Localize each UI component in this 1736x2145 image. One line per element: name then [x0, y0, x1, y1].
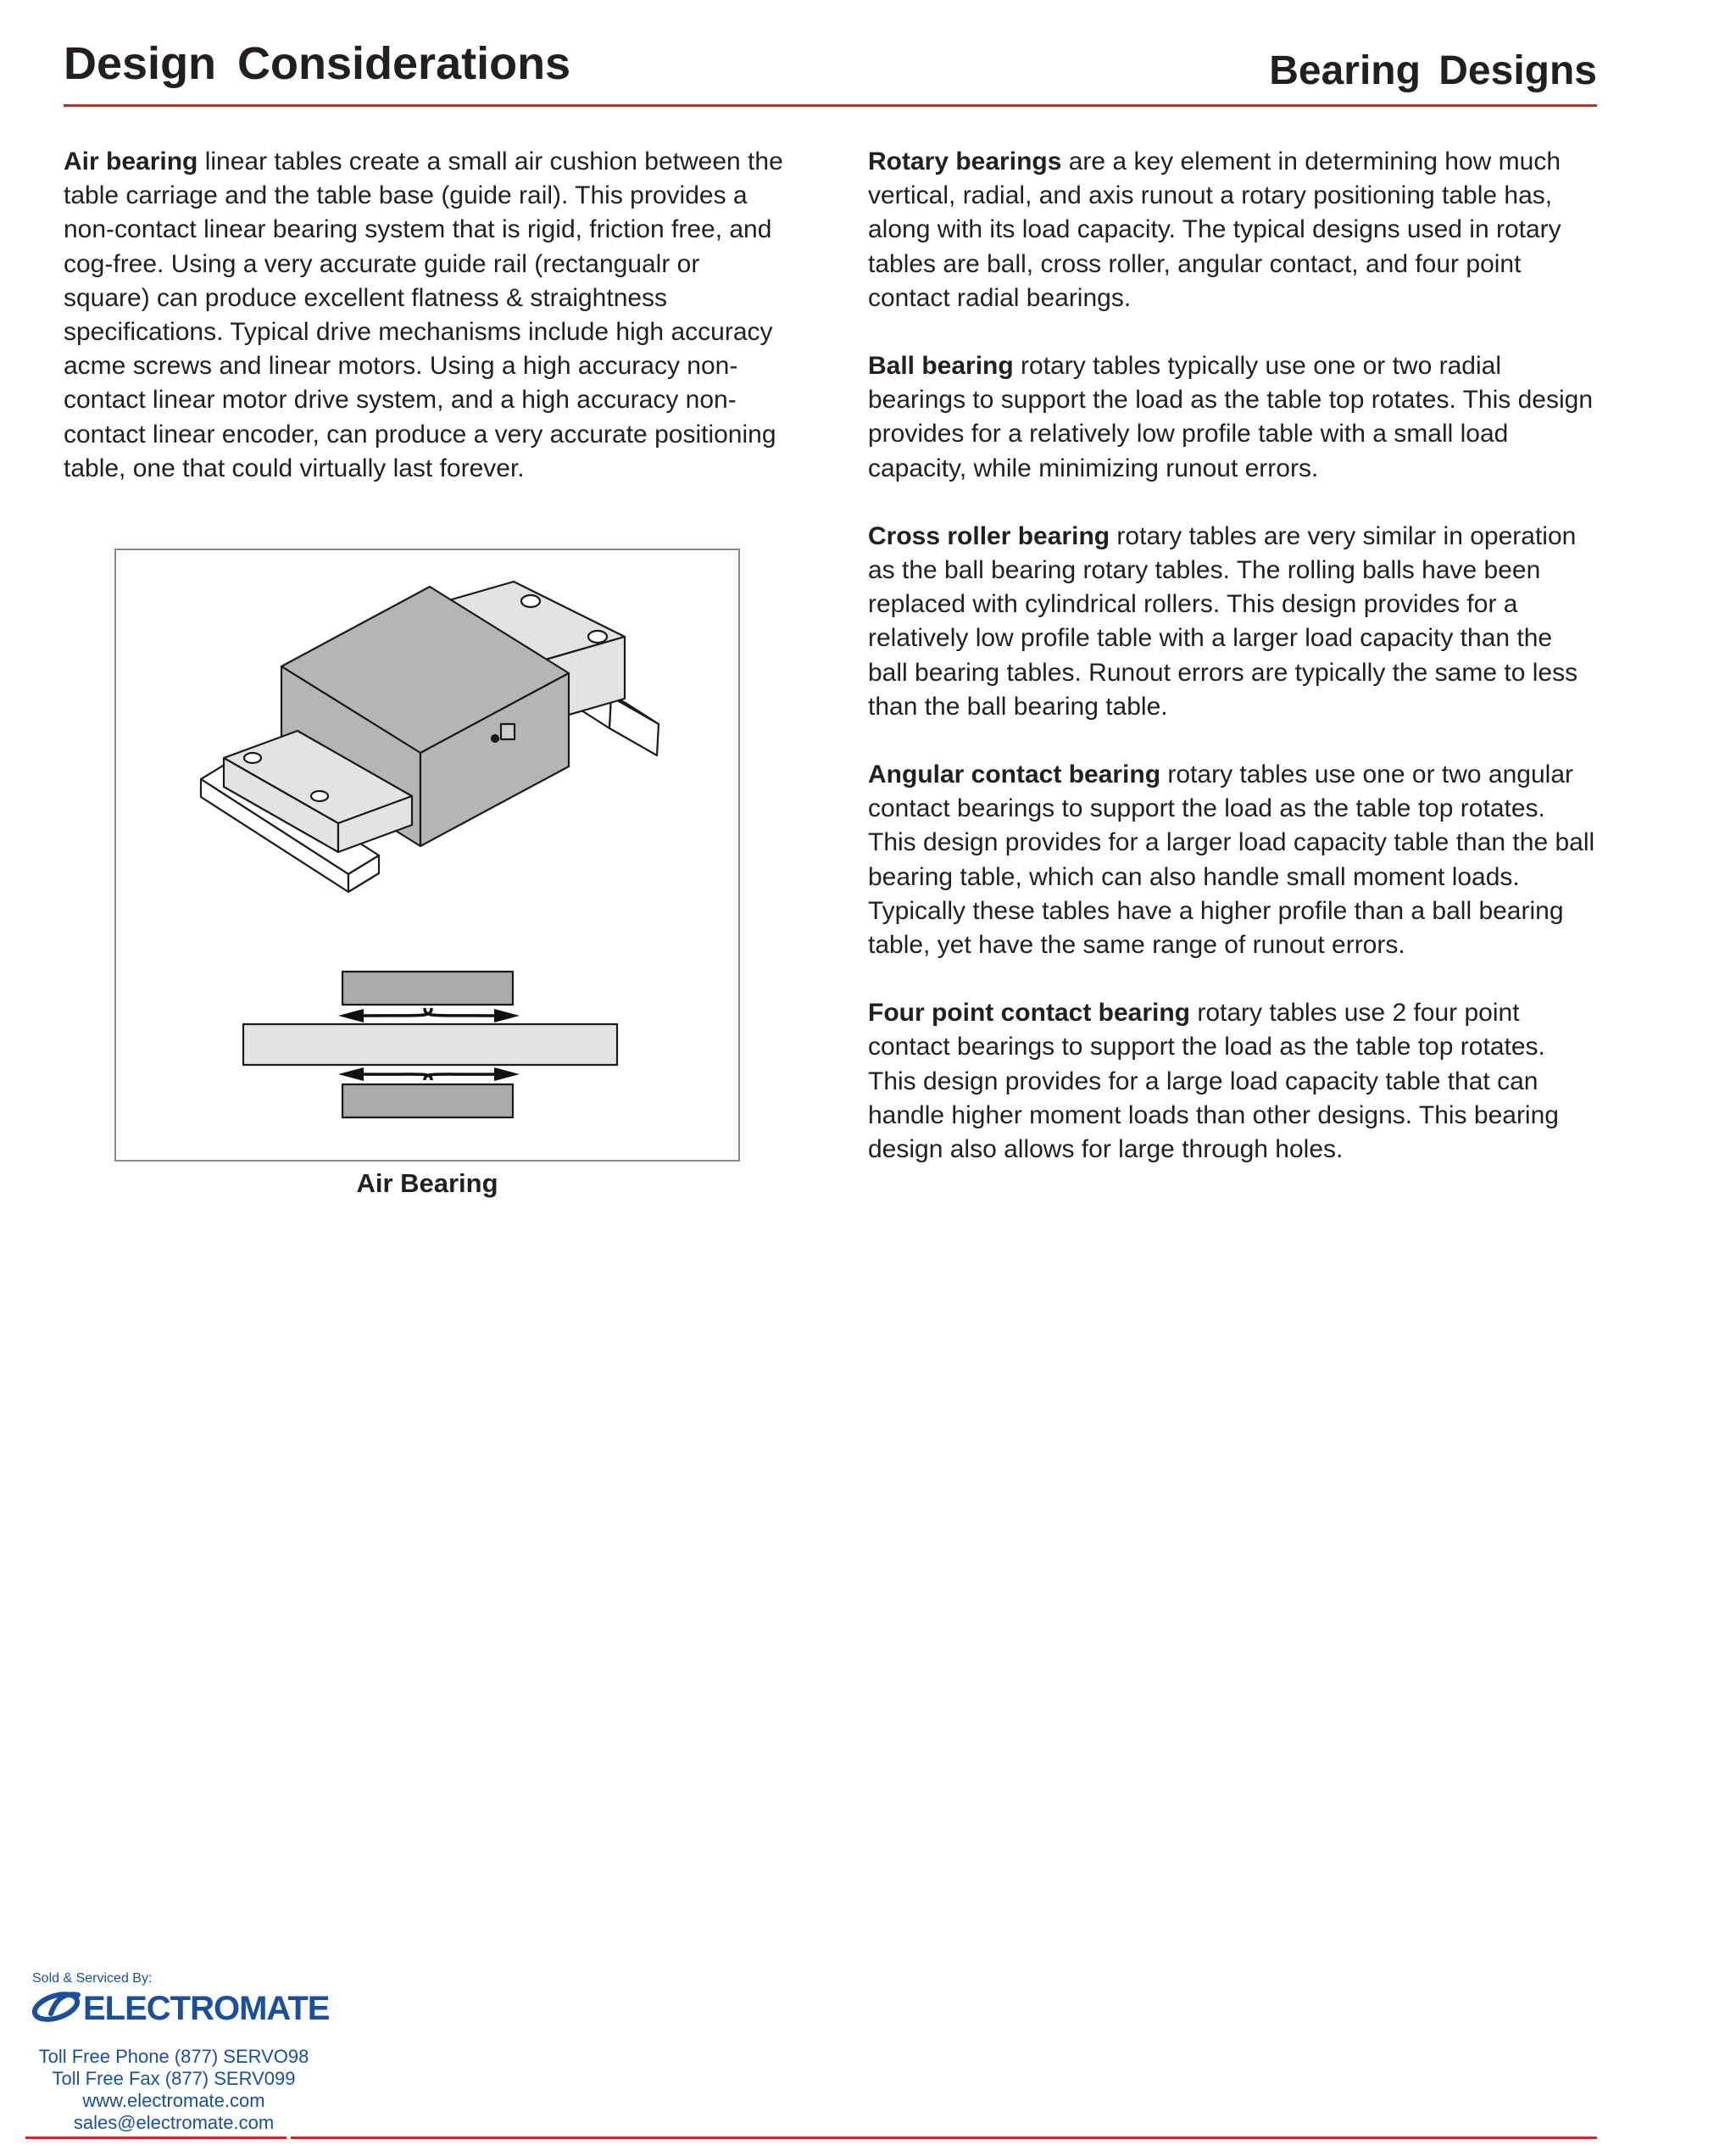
paragraph-lead: Four point contact bearing: [868, 999, 1190, 1028]
air-bearing-illustration: [116, 550, 742, 1163]
email-link[interactable]: sales@electromate.com: [73, 2112, 275, 2133]
paragraph-air-bearing: [64, 145, 793, 486]
paragraph-angular-contact-bearing: [868, 758, 1599, 962]
sold-by-label: Sold & Serviced By:: [32, 1971, 153, 1986]
air-bearing-figure: [114, 549, 740, 1162]
contact-info: [25, 2046, 322, 2134]
company-name: ELECTROMATE: [83, 1990, 330, 2027]
paragraph-text: rotary tables use 2 four point contact bearings to support the load as the table top rotates. This design provides for a large load capacity table that can handle higher moment loads than other designs. This bearing design also allows for large through holes.: [868, 999, 1559, 1164]
header-rule: [64, 104, 1597, 107]
paragraph-text: are a key element in determining how much vertical, radial, and axis runout a rotary positioning table has, along with its load capacity. The typical designs used in rotary tables are ball, cross roller, angular contact, and four point contact radial bearings.: [868, 148, 1561, 312]
paragraph-lead: Air bearing: [64, 148, 198, 176]
paragraph-lead: Cross roller bearing: [868, 521, 1110, 550]
paragraph-lead: Ball bearing: [868, 352, 1014, 381]
phone-number: Toll Free Phone (877) SERVO98: [38, 2046, 309, 2067]
footer-rule-right: [291, 2137, 1597, 2139]
paragraph-lead: Angular contact bearing: [868, 760, 1161, 789]
paragraph-text: linear tables create a small air cushion between the table carriage and the table base (guide rail). This provides a non-contact linear bearing system that is rigid, friction free, and cog-free. Using a very accurate guide rail (rectangualr or square) can produce excellent flatness & straightness specifications. Typical drive mechanisms include high accuracy acme screws and linear motors. Using a high accuracy non-contact linear motor drive system, and a high accuracy non-contact linear encoder, can produce a very accurate positioning table, one that could virtually last forever.: [64, 148, 783, 482]
paragraph-text: rotary tables typically use one or two radial bearings to support the load as the table top rotates. This design provides for a relatively low profile table with a small load capacity, while minimizing runout errors.: [868, 352, 1593, 482]
website-link[interactable]: www.electromate.com: [82, 2090, 265, 2111]
fax-number: Toll Free Fax (877) SERV099: [52, 2068, 296, 2089]
paragraph-rotary-bearings: [868, 145, 1599, 315]
paragraph-text: rotary tables use one or two angular contact bearings to support the load as the table top rotates. This design provides for a larger load capacity table than the ball bearing table, which can also handle small moment loads. Typically these tables have a higher profile than a ball bearing table, yet have the same range of runout errors.: [868, 760, 1595, 960]
paragraph-cross-roller-bearing: [868, 520, 1599, 724]
right-column: [868, 145, 1599, 1201]
electromate-swoosh-icon: [32, 1988, 85, 2025]
page-title: Design Considerations: [64, 38, 571, 89]
paragraph-lead: Rotary bearings: [868, 148, 1062, 176]
paragraph-ball-bearing: [868, 349, 1599, 486]
figure-caption: Air Bearing: [356, 1168, 498, 1198]
paragraph-text: rotary tables are very similar in operation as the ball bearing rotary tables. The rolling balls have been replaced with cylindrical rollers. This design provides for a relatively low profile table with a larger load capacity than the ball bearing tables. Runout errors are typically the same to less than the ball bearing table.: [868, 521, 1578, 721]
paragraph-four-point-contact-bearing: [868, 996, 1599, 1167]
footer-rule-left: [25, 2137, 287, 2139]
left-column: [64, 145, 793, 520]
section-title: Bearing Designs: [1269, 48, 1597, 93]
